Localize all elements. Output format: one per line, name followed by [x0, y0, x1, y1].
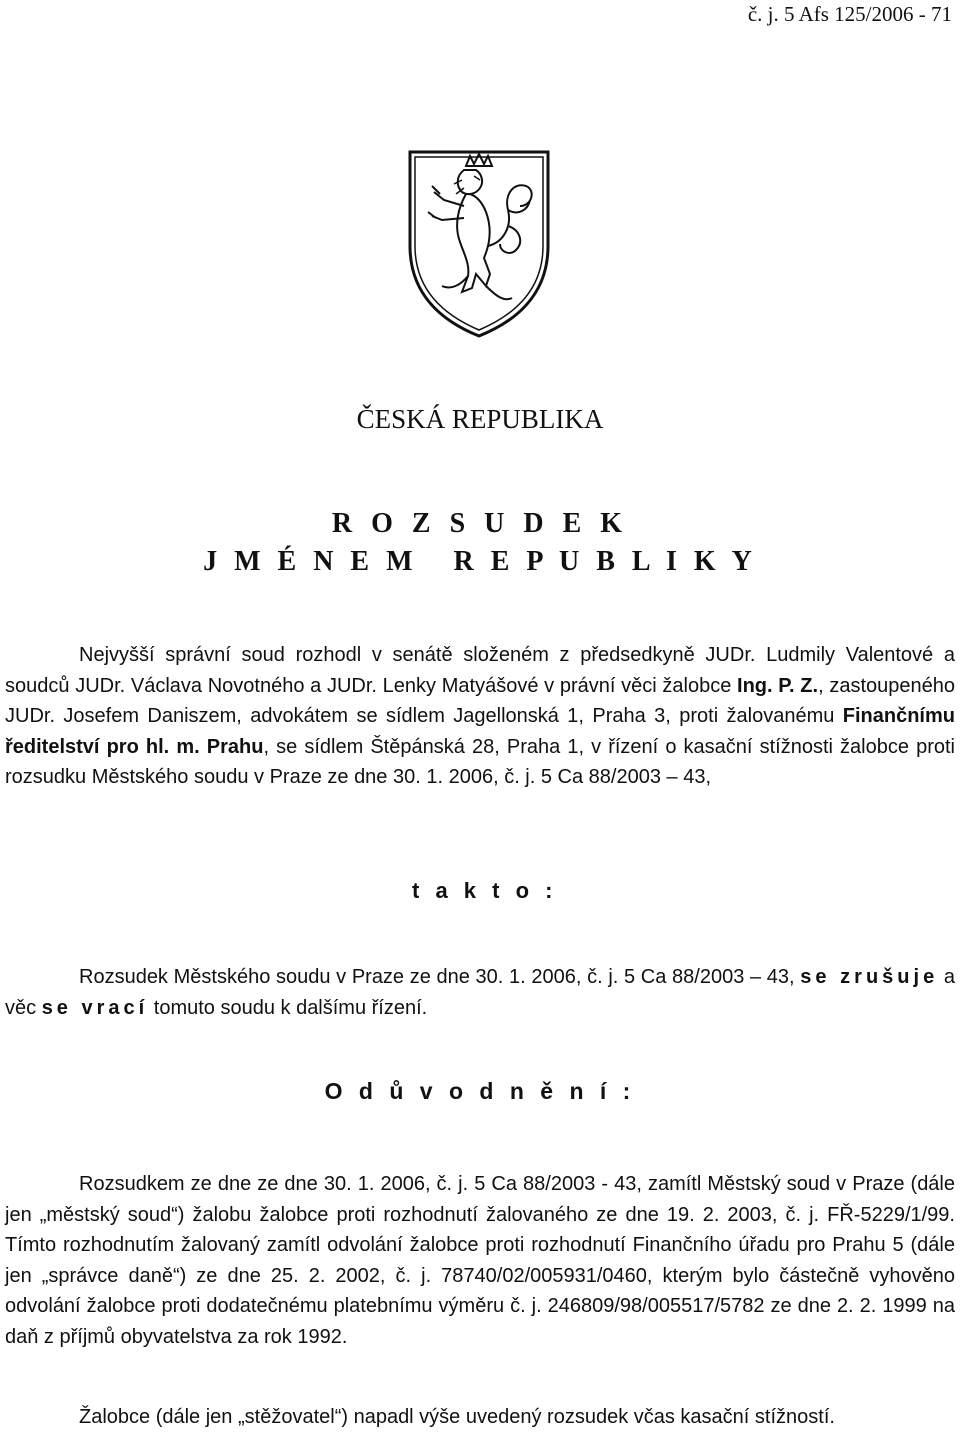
defendant-name: Finančnímu ředitelství pro hl. m. Prahu	[5, 705, 955, 758]
decision-text-3: tomuto soudu k dalšímu řízení.	[148, 996, 428, 1019]
case-reference: č. j. 5 Afs 125/2006 - 71	[747, 2, 952, 26]
decision-paragraph	[5, 962, 955, 1023]
takto-heading: t a k t o :	[412, 878, 558, 903]
plaintiff-name: Ing. P. Z.	[737, 674, 819, 697]
decision-text-1: Rozsudek Městského soudu v Praze ze dne 30. 1. 2006, č. j. 5 Ca 88/2003 – 43,	[79, 966, 801, 988]
decision-text-2: a věc	[5, 966, 955, 1019]
judgment-title: R O Z S U D E K	[331, 508, 629, 539]
intro-text-1: Nejvyšší správní soud rozhodl v senátě složeném z předsedkyně JUDr. Ludmily Valentové a soudců JUDr. Václava Novotného a JUDr. Lenky Matyášové v právní věci žalobce	[5, 644, 955, 697]
reasoning-heading: O d ů v o d n ě n í :	[324, 1078, 636, 1104]
intro-paragraph	[5, 640, 955, 793]
intro-text-2: , zastoupeného JUDr. Josefem Daniszem, advokátem se sídlem Jagellonská 1, Praha 3, proti žalovanému	[5, 674, 955, 727]
country-heading: ČESKÁ REPUBLIKA	[356, 404, 604, 434]
verdict-vraci: se vrací	[41, 996, 149, 1019]
coat-of-arms-icon	[404, 146, 554, 340]
intro-text-3: , se sídlem Štěpánská 28, Praha 1, v řízení o kasační stížnosti žalobce proti rozsudku Městského soudu v Praze ze dne 30. 1. 2006, č. j. 5 Ca 88/2003 – 43,	[5, 735, 955, 788]
reasoning-paragraph: Rozsudkem ze dne ze dne 30. 1. 2006, č. j. 5 Ca 88/2003 - 43, zamítl Městský soud v Praze (dále jen „městský soud“) žalobu žalobce proti rozhodnutí žalovaného ze dne 19. 2. 2003, č. j. FŘ-5229/1/99. Tímto rozhodnutím žalovaný zamítl odvolání žalobce proti rozhodnutí Finančního úřadu pro Prahu 5 (dále jen „správce daně“) ze dne 25. 2. 2002, č. j. 78740/02/005931/0460, kterým bylo částečně vyhověno odvolání žalobce proti dodatečnému platebnímu výměru č. j. 246809/98/005517/5782 ze dne 2. 2. 1999 na daň z příjmů obyvatelstva za rok 1992.	[5, 1173, 955, 1348]
judgment-subtitle: J M É N E M R E P U B L I K Y	[203, 546, 757, 577]
verdict-zrusuje: se zrušuje	[800, 966, 939, 988]
cassation-paragraph: Žalobce (dále jen „stěžovatel“) napadl výše uvedený rozsudek včas kasační stížností.	[79, 1406, 835, 1428]
